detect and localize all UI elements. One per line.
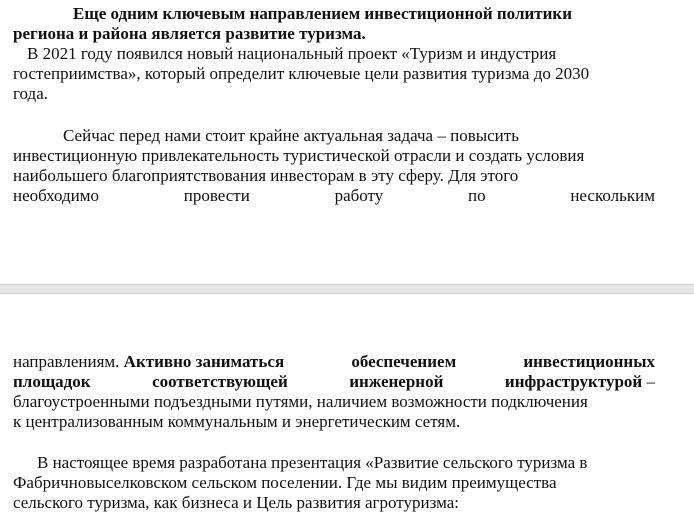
plain-text: направлениям.	[13, 352, 120, 371]
paragraph-line-3: года.	[13, 84, 49, 103]
word: необходимо	[13, 186, 100, 205]
bold-word: площадок	[13, 372, 91, 391]
paragraph-investment-task	[13, 126, 655, 206]
paragraph-line-3: наибольшего благоприятствования инвесторам в эту сферу. Для этого	[13, 166, 519, 185]
bold-word: обеспечением	[351, 352, 457, 371]
page-break	[0, 284, 694, 294]
bold-word: соответствующей	[152, 372, 288, 391]
text-run	[13, 352, 284, 372]
heading-line-2: региона и района является развитие туризма.	[13, 24, 366, 43]
paragraph-line-2: инвестиционную привлекательность туристической отрасли и создать условия	[13, 146, 585, 165]
paragraph-directions	[13, 352, 655, 432]
paragraph-line-2: гостеприимства», который определит ключевые цели развития туризма до 2030	[13, 64, 590, 83]
paragraph-line-1: Сейчас перед нами стоит крайне актуальная задача – повысить	[63, 126, 519, 145]
text-run	[505, 372, 655, 392]
word: провести	[183, 186, 250, 205]
paragraph-line-1	[13, 352, 655, 372]
bold-word: инженерной	[349, 372, 444, 391]
bold-word: инфраструктурой	[504, 372, 643, 391]
paragraph-presentation	[13, 453, 655, 513]
word: нескольким	[570, 186, 655, 205]
bold-word: инвестиционных	[523, 352, 655, 371]
paragraph-line-1: В 2021 году появился новый национальный проект «Туризм и индустрия	[27, 44, 557, 63]
paragraph-line-3: благоустроенными подъездными путями, наличием возможности подключения	[13, 392, 588, 411]
bold-text: Активно заниматься	[123, 352, 285, 371]
paragraph-line-4	[13, 186, 655, 206]
paragraph-line-3: сельского туризма, как бизнеса и Цель развития агротуризма:	[13, 493, 459, 512]
heading-line-1: Еще одним ключевым направлением инвестиционной политики	[73, 4, 573, 23]
heading-paragraph	[13, 4, 655, 44]
paragraph-line-2: Фабричновыселковском сельском поселении. Где мы видим преимущества	[13, 473, 557, 492]
word: по	[467, 186, 486, 205]
paragraph-line-1: В настоящее время разработана презентация «Развитие сельского туризма в	[37, 453, 588, 472]
document-page-2	[0, 294, 694, 519]
paragraph-line-4: к централизованным коммунальным и энергетическим сетям.	[13, 412, 461, 431]
paragraph-national-project	[13, 44, 655, 104]
word: работу	[334, 186, 384, 205]
paragraph-line-2	[13, 372, 655, 392]
dash: –	[646, 372, 655, 391]
